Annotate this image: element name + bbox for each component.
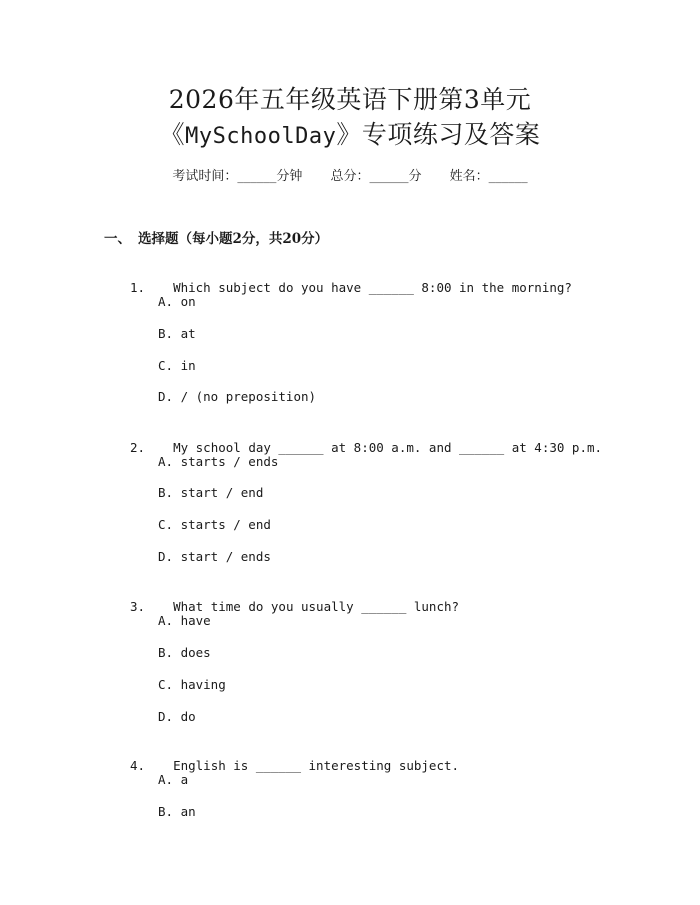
student-name-field: 姓名：______ <box>449 169 528 184</box>
question-4 <box>130 739 460 775</box>
question-text: What time do you usually ______ lunch? <box>173 599 460 614</box>
section-title: 选择题（每小题2分，共20分） <box>138 231 329 247</box>
question-number: 3. <box>130 599 146 614</box>
question-text: English is ______ interesting subject. <box>173 758 460 773</box>
title-open-bracket: 《 <box>159 120 186 149</box>
question-4-option-b: B. an <box>158 804 196 819</box>
total-score-field: 总分：______分 <box>330 169 422 184</box>
question-3-option-c: C. having <box>158 677 226 692</box>
exam-meta-line <box>0 168 700 186</box>
question-number: 4. <box>130 758 146 773</box>
question-2-option-a: A. starts / ends <box>158 454 279 469</box>
question-number: 2. <box>130 440 146 455</box>
question-1-option-a: A. on <box>158 294 196 309</box>
question-number: 1. <box>130 280 146 295</box>
exam-time-field: 考试时间：______分钟 <box>172 169 303 184</box>
section-heading <box>104 229 328 249</box>
question-1 <box>130 261 572 297</box>
question-2-option-d: D. start / ends <box>158 549 271 564</box>
title-suffix: 》专项练习及答案 <box>336 120 541 149</box>
question-2 <box>130 421 603 457</box>
question-3-option-b: B. does <box>158 645 211 660</box>
question-1-option-c: C. in <box>158 358 196 373</box>
question-text: Which subject do you have ______ 8:00 in the morning? <box>173 280 572 295</box>
title-english-topic: MySchoolDay <box>185 124 337 149</box>
question-3-option-d: D. do <box>158 709 196 724</box>
question-1-option-b: B. at <box>158 326 196 341</box>
question-2-option-b: B. start / end <box>158 485 264 500</box>
question-text: My school day ______ at 8:00 a.m. and ______ at 4:30 p.m. <box>173 440 603 455</box>
document-title-line1: 2026年五年级英语下册第3单元 <box>168 85 532 114</box>
question-3 <box>130 580 460 616</box>
document-title-line2 <box>0 120 700 152</box>
section-number: 一、 <box>104 231 131 247</box>
question-3-option-a: A. have <box>158 613 211 628</box>
question-2-option-c: C. starts / end <box>158 517 271 532</box>
question-1-option-d: D. / (no preposition) <box>158 389 317 404</box>
question-4-option-a: A. a <box>158 772 189 787</box>
